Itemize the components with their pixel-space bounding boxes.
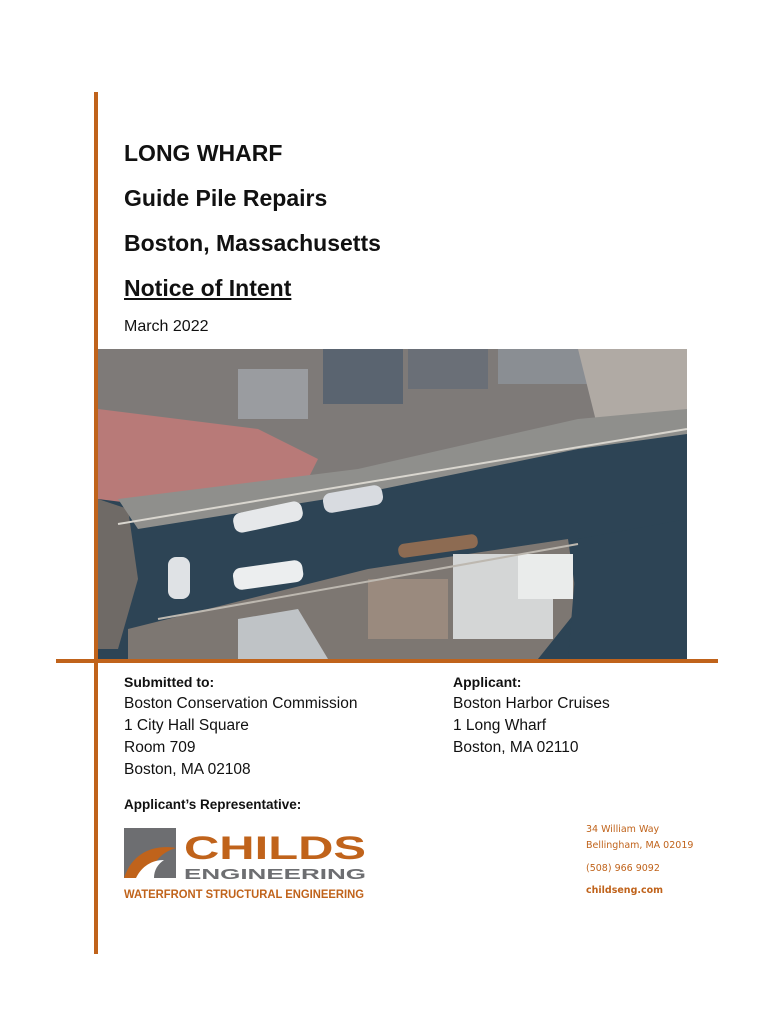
childs-engineering-logo (122, 826, 384, 902)
project-subtitle: Guide Pile Repairs (124, 185, 328, 211)
applicant-line: Boston, MA 02110 (453, 739, 579, 756)
submitted-to-heading: Submitted to: (124, 674, 215, 690)
representative-heading: Applicant’s Representative: (124, 797, 302, 812)
applicant-heading: Applicant: (453, 674, 522, 690)
submitted-to-line: 1 City Hall Square (124, 717, 249, 734)
contact-phone: (508) 966 9092 (586, 863, 660, 874)
submitted-to-line: Room 709 (124, 739, 196, 756)
aerial-harbor-photo (98, 349, 687, 659)
applicant-line: 1 Long Wharf (453, 717, 547, 734)
document-date: March 2022 (124, 318, 209, 335)
applicant-block (453, 671, 610, 759)
applicant-line: Boston Harbor Cruises (453, 695, 610, 712)
document-title: LONG WHARF (124, 140, 283, 166)
contact-street: 34 William Way (586, 824, 660, 835)
logo-name-bottom: ENGINEERING (184, 866, 366, 883)
submitted-to-block (124, 671, 357, 781)
logo-tagline: WATERFRONT STRUCTURAL ENGINEERING (124, 889, 365, 901)
contact-website-link[interactable]: childseng.com (586, 885, 664, 896)
location-title: Boston, Massachusetts (124, 230, 381, 256)
notice-of-intent-title: Notice of Intent (124, 275, 292, 301)
submitted-to-line: Boston Conservation Commission (124, 695, 358, 712)
contact-city: Bellingham, MA 02019 (586, 840, 694, 851)
logo-name-top: CHILDS (184, 830, 366, 866)
submitted-to-line: Boston, MA 02108 (124, 761, 251, 778)
horizontal-accent-rule (56, 659, 718, 663)
